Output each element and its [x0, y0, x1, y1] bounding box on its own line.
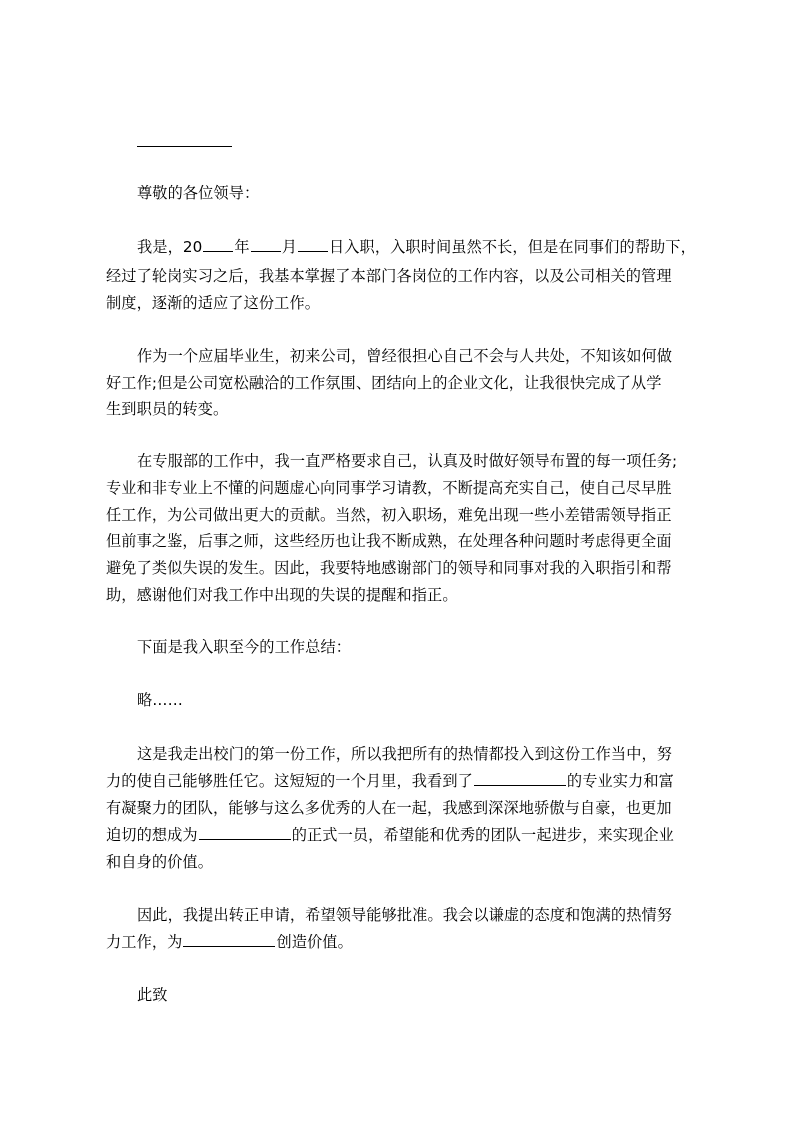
paragraph-5: 略…… — [137, 691, 183, 709]
company-blank — [199, 825, 291, 840]
paragraph-6-line-5: 和自身的价值。 — [106, 853, 214, 871]
company-blank — [183, 932, 275, 947]
company-blank — [474, 771, 566, 786]
paragraph-1-line-2: 经过了轮岗实习之后，我基本掌握了本部门各岗位的工作内容，以及公司相关的管理 — [106, 267, 672, 285]
paragraph-3-line-6: 助，感谢他们对我工作中出现的失误的提醒和指正。 — [106, 586, 458, 604]
paragraph-6-line-3: 有凝聚力的团队，能够与这么多优秀的人在一起，我感到深深地骄傲与自豪，也更加 — [106, 799, 672, 817]
paragraph-6-line-4: 迫切的想成为 的正式一员，希望能和优秀的团队一起进步，来实现企业 — [106, 826, 674, 844]
day-blank — [298, 237, 328, 252]
paragraph-7-line-1: 因此，我提出转正申请，希望领导能够批准。我会以谦虚的态度和饱满的热情努 — [137, 906, 673, 924]
paragraph-2-line-1: 作为一个应届毕业生，初来公司，曾经很担心自己不会与人共处，不知该如何做 — [137, 347, 673, 365]
paragraph-3-line-3: 任工作，为公司做出更大的贡献。当然，初入职场，难免出现一些小差错需领导指正 — [106, 506, 672, 524]
paragraph-1-line-1: 我是，20 年 月 日入职，入职时间虽然不长，但是在同事们的帮助下， — [137, 238, 696, 256]
year-blank — [203, 237, 233, 252]
closing: 此致 — [137, 986, 168, 1004]
paragraph-3-line-5: 避免了类似失误的发生。因此，我要特地感谢部门的领导和同事对我的入职指引和帮 — [106, 559, 672, 577]
paragraph-3-line-2: 专业和非专业上不懂的问题虚心向同事学习请教，不断提高充实自己，使自己尽早胜 — [106, 479, 672, 497]
paragraph-3-line-1: 在专服部的工作中，我一直严格要求自己，认真及时做好领导布置的每一项任务; — [137, 452, 678, 470]
paragraph-2-line-2: 好工作;但是公司宽松融洽的工作氛围、团结向上的企业文化，让我很快完成了从学 — [106, 374, 662, 392]
paragraph-3-line-4: 但前事之鉴，后事之师，这些经历也让我不断成熟，在处理各种问题时考虑得更全面 — [106, 532, 672, 550]
paragraph-4: 下面是我入职至今的工作总结： — [137, 638, 352, 656]
paragraph-1-line-3: 制度，逐渐的适应了这份工作。 — [106, 294, 321, 312]
paragraph-6-line-2: 力的使自己能够胜任它。这短短的一个月里，我看到了 的专业实力和富 — [106, 772, 674, 790]
paragraph-6-line-1: 这是我走出校门的第一份工作，所以我把所有的热情都投入到这份工作当中，努 — [137, 745, 673, 763]
paragraph-7-line-2: 力工作，为 创造价值。 — [106, 933, 353, 951]
month-blank — [251, 237, 281, 252]
salutation: 尊敬的各位领导： — [137, 184, 260, 202]
title-blank-line — [137, 146, 232, 147]
paragraph-2-line-3: 生到职员的转变。 — [106, 400, 229, 418]
